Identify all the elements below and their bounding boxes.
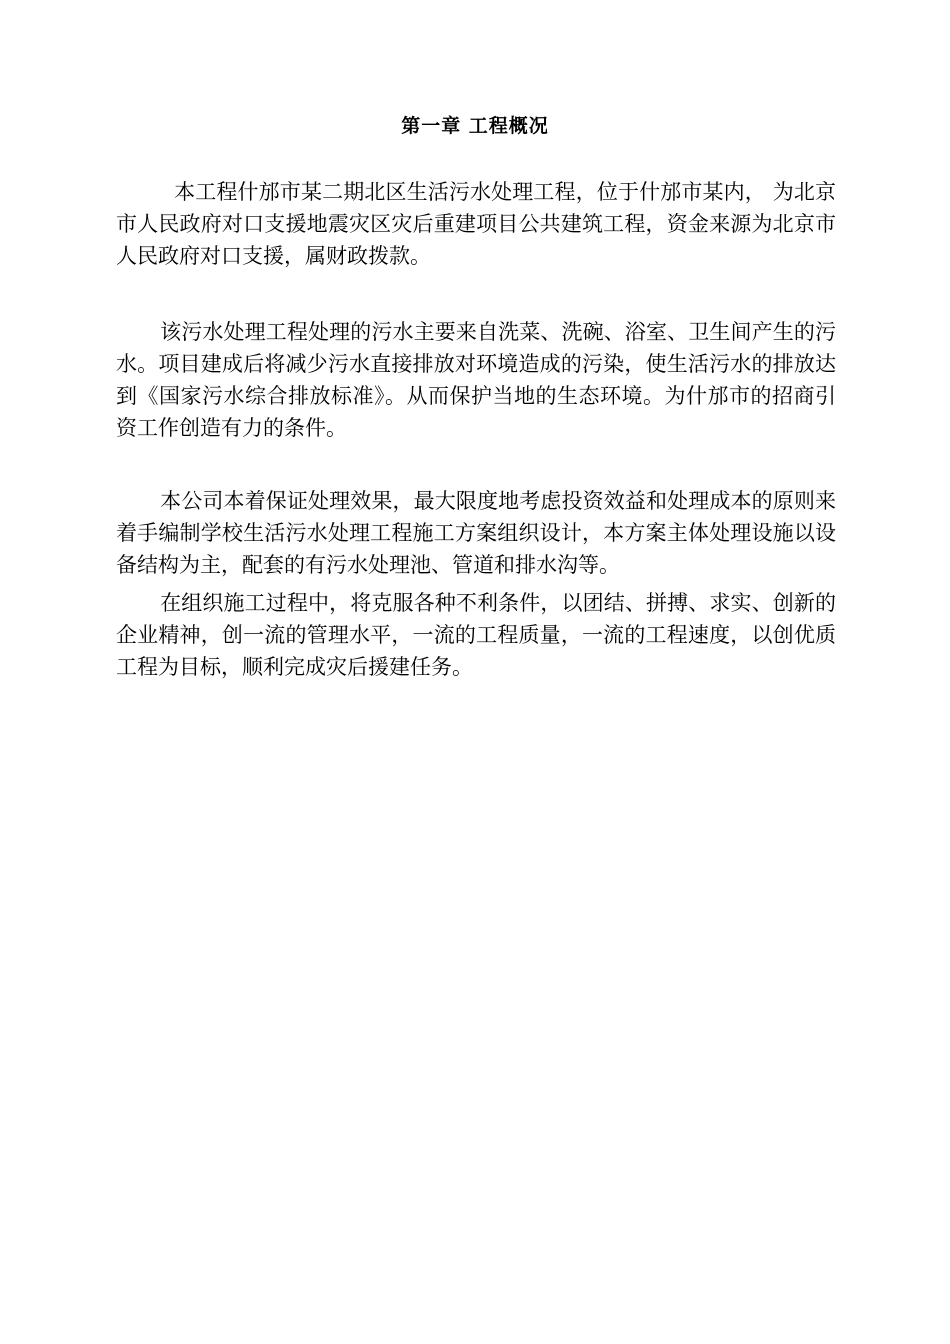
chapter-title: 第一章 工程概况 — [401, 115, 549, 137]
paragraph-4 — [116, 587, 836, 683]
paragraph-3-text: 本公司本着保证处理效果，最大限度地考虑投资效益和处理成本的原则来着手编制学校生活污水处理工程施工方案组织设计，本方案主体处理设施以设备结构为主，配套的有污水处理池、管道和排水沟等。 — [116, 489, 836, 577]
paragraph-4-text: 在组织施工过程中，将克服各种不利条件，以团结、拼搏、求实、创新的企业精神，创一流的管理水平，一流的工程质量，一流的工程速度，以创优质工程为目标，顺利完成灾后援建任务。 — [116, 591, 836, 679]
paragraph-2-text: 该污水处理工程处理的污水主要来自洗菜、洗碗、浴室、卫生间产生的污水。项目建成后将减少污水直接排放对环境造成的污染，使生活污水的排放达到《国家污水综合排放标准》。从而保护当地的生态环境。为什邡市的招商引资工作创造有力的条件。 — [116, 320, 836, 440]
paragraph-2 — [116, 316, 836, 444]
paragraph-1-text: 本工程什邡市某二期北区生活污水处理工程，位于什邡市某内， 为北京市人民政府对口支援地震灾区灾后重建项目公共建筑工程，资金来源为北京市人民政府对口支援，属财政拨款。 — [116, 180, 836, 268]
paragraph-3 — [116, 485, 836, 581]
paragraph-1 — [116, 176, 836, 272]
